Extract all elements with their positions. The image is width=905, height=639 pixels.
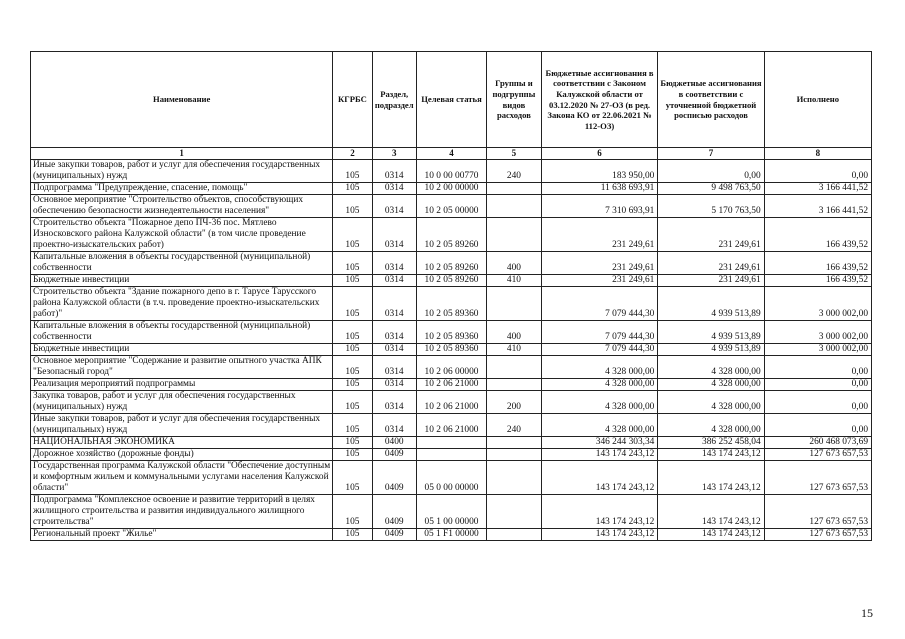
row-kgrbs: 105 (333, 379, 372, 391)
table-row (31, 195, 872, 218)
row-name: Закупка товаров, работ и услуг для обеспечения государственных (муниципальных) нужд (31, 391, 333, 414)
table-row (31, 287, 872, 321)
row-executed: 3 000 002,00 (764, 287, 871, 321)
header-name: Наименование (31, 52, 333, 148)
row-expense-group: 400 (487, 252, 542, 275)
row-target-article: 10 2 06 21000 (416, 414, 486, 437)
row-expense-group (487, 183, 542, 195)
row-section: 0314 (372, 218, 416, 252)
row-expense-group: 240 (487, 414, 542, 437)
row-target-article: 10 2 06 21000 (416, 379, 486, 391)
row-kgrbs: 105 (333, 183, 372, 195)
header-target: Целевая статья (416, 52, 486, 148)
row-refined-allocation: 4 939 513,89 (658, 344, 764, 356)
row-executed: 127 673 657,53 (764, 495, 871, 529)
row-expense-group (487, 379, 542, 391)
row-executed: 0,00 (764, 160, 871, 183)
table-row (31, 414, 872, 437)
row-law-allocation: 7 079 444,30 (541, 344, 658, 356)
row-expense-group (487, 529, 542, 541)
row-expense-group: 410 (487, 344, 542, 356)
row-kgrbs: 105 (333, 437, 372, 449)
table-row (31, 183, 872, 195)
row-executed: 3 166 441,52 (764, 183, 871, 195)
row-executed: 0,00 (764, 391, 871, 414)
column-number: 5 (487, 148, 542, 160)
row-name: Строительство объекта "Пожарное депо ПЧ-36 пос. Мятлево Износковского района Калужской области" (в том числе проведение проектно-изыскательских работ) (31, 218, 333, 252)
row-law-allocation: 143 174 243,12 (541, 529, 658, 541)
row-name: Подпрограмма "Комплексное освоение и развитие территорий в целях жилищного строительства и развития индивидуального жилищного строительства" (31, 495, 333, 529)
row-refined-allocation: 143 174 243,12 (658, 461, 764, 495)
row-kgrbs: 105 (333, 529, 372, 541)
row-name: Реализация мероприятий подпрограммы (31, 379, 333, 391)
row-refined-allocation: 4 939 513,89 (658, 321, 764, 344)
row-executed: 0,00 (764, 379, 871, 391)
row-refined-allocation: 231 249,61 (658, 275, 764, 287)
row-section: 0409 (372, 495, 416, 529)
row-refined-allocation: 0,00 (658, 160, 764, 183)
row-executed: 166 439,52 (764, 252, 871, 275)
table-row (31, 379, 872, 391)
header-refined-allocations: Бюджетные ассигнования в соответствии с уточненной бюджетной росписью расходов (658, 52, 764, 148)
row-name: Региональный проект "Жилье" (31, 529, 333, 541)
row-refined-allocation: 143 174 243,12 (658, 495, 764, 529)
row-refined-allocation: 9 498 763,50 (658, 183, 764, 195)
row-kgrbs: 105 (333, 218, 372, 252)
row-law-allocation: 4 328 000,00 (541, 414, 658, 437)
table-row (31, 344, 872, 356)
row-target-article: 10 2 05 89260 (416, 275, 486, 287)
row-section: 0314 (372, 391, 416, 414)
row-kgrbs: 105 (333, 275, 372, 287)
row-kgrbs: 105 (333, 461, 372, 495)
row-kgrbs: 105 (333, 414, 372, 437)
row-section: 0314 (372, 287, 416, 321)
row-expense-group (487, 287, 542, 321)
row-section: 0314 (372, 252, 416, 275)
column-number: 3 (372, 148, 416, 160)
header-executed: Исполнено (764, 52, 871, 148)
header-kgrbs: КГРБС (333, 52, 372, 148)
row-executed: 127 673 657,53 (764, 461, 871, 495)
table-row (31, 495, 872, 529)
row-expense-group: 400 (487, 321, 542, 344)
row-kgrbs: 105 (333, 356, 372, 379)
table-row (31, 218, 872, 252)
row-target-article: 10 2 05 89360 (416, 344, 486, 356)
row-name: Основное мероприятие "Строительство объектов, способствующих обеспечению безопасности жизнедеятельности населения" (31, 195, 333, 218)
table-row (31, 160, 872, 183)
row-law-allocation: 143 174 243,12 (541, 449, 658, 461)
row-expense-group (487, 449, 542, 461)
row-section: 0314 (372, 414, 416, 437)
row-law-allocation: 143 174 243,12 (541, 461, 658, 495)
table-row (31, 391, 872, 414)
table-row (31, 356, 872, 379)
table-header-row (31, 52, 872, 148)
row-kgrbs: 105 (333, 195, 372, 218)
row-law-allocation: 231 249,61 (541, 252, 658, 275)
row-target-article: 10 2 05 89260 (416, 252, 486, 275)
row-law-allocation: 231 249,61 (541, 218, 658, 252)
row-refined-allocation: 4 328 000,00 (658, 391, 764, 414)
row-target-article: 10 2 05 89360 (416, 321, 486, 344)
row-kgrbs: 105 (333, 495, 372, 529)
row-law-allocation: 231 249,61 (541, 275, 658, 287)
row-executed: 166 439,52 (764, 218, 871, 252)
table-row (31, 529, 872, 541)
header-section: Раздел, подраздел (372, 52, 416, 148)
row-section: 0314 (372, 195, 416, 218)
header-groups: Группы и подгруппы видов расходов (487, 52, 542, 148)
row-executed: 3 166 441,52 (764, 195, 871, 218)
row-section: 0409 (372, 449, 416, 461)
row-target-article: 10 2 05 00000 (416, 195, 486, 218)
row-expense-group: 240 (487, 160, 542, 183)
row-kgrbs: 105 (333, 252, 372, 275)
row-expense-group (487, 356, 542, 379)
row-expense-group (487, 218, 542, 252)
row-name: Строительство объекта "Здание пожарного депо в г. Тарусе Тарусского района Калужской области (в т.ч. проведение проектно-изыскательских работ)" (31, 287, 333, 321)
table-row (31, 321, 872, 344)
row-executed: 127 673 657,53 (764, 449, 871, 461)
row-name: Бюджетные инвестиции (31, 344, 333, 356)
column-number-row (31, 148, 872, 160)
row-section: 0409 (372, 461, 416, 495)
row-target-article: 10 2 05 89360 (416, 287, 486, 321)
row-target-article: 05 1 F1 00000 (416, 529, 486, 541)
row-refined-allocation: 4 939 513,89 (658, 287, 764, 321)
row-target-article: 10 2 06 00000 (416, 356, 486, 379)
row-executed: 260 468 073,69 (764, 437, 871, 449)
row-target-article: 05 1 00 00000 (416, 495, 486, 529)
row-law-allocation: 346 244 303,34 (541, 437, 658, 449)
row-law-allocation: 4 328 000,00 (541, 356, 658, 379)
row-kgrbs: 105 (333, 344, 372, 356)
row-expense-group (487, 437, 542, 449)
row-law-allocation: 4 328 000,00 (541, 391, 658, 414)
row-name: Иные закупки товаров, работ и услуг для обеспечения государственных (муниципальных) нужд (31, 414, 333, 437)
table-row (31, 252, 872, 275)
row-section: 0314 (372, 183, 416, 195)
table-row (31, 461, 872, 495)
budget-table (30, 51, 872, 541)
row-section: 0400 (372, 437, 416, 449)
row-refined-allocation: 386 252 458,04 (658, 437, 764, 449)
row-name: Капитальные вложения в объекты государственной (муниципальной) собственности (31, 321, 333, 344)
row-law-allocation: 7 079 444,30 (541, 321, 658, 344)
row-target-article (416, 437, 486, 449)
row-law-allocation: 4 328 000,00 (541, 379, 658, 391)
row-executed: 0,00 (764, 414, 871, 437)
header-law-allocations: Бюджетные ассигнования в соответствии с Законом Калужской области от 03.12.2020 № 27-ОЗ (в ред. Закона КО от 22.06.2021 № 112-ОЗ) (541, 52, 658, 148)
row-law-allocation: 7 079 444,30 (541, 287, 658, 321)
column-number: 4 (416, 148, 486, 160)
row-target-article (416, 449, 486, 461)
table-row (31, 275, 872, 287)
column-number: 6 (541, 148, 658, 160)
table-row (31, 437, 872, 449)
row-law-allocation: 7 310 693,91 (541, 195, 658, 218)
row-target-article: 10 2 05 89260 (416, 218, 486, 252)
row-target-article: 10 2 00 00000 (416, 183, 486, 195)
row-section: 0314 (372, 321, 416, 344)
row-refined-allocation: 231 249,61 (658, 218, 764, 252)
row-name: Капитальные вложения в объекты государственной (муниципальной) собственности (31, 252, 333, 275)
row-name: Основное мероприятие "Содержание и развитие опытного участка АПК "Безопасный город" (31, 356, 333, 379)
row-refined-allocation: 4 328 000,00 (658, 414, 764, 437)
column-number: 2 (333, 148, 372, 160)
row-expense-group: 200 (487, 391, 542, 414)
row-kgrbs: 105 (333, 160, 372, 183)
row-refined-allocation: 5 170 763,50 (658, 195, 764, 218)
row-refined-allocation: 4 328 000,00 (658, 356, 764, 379)
row-executed: 3 000 002,00 (764, 321, 871, 344)
row-name: Иные закупки товаров, работ и услуг для обеспечения государственных (муниципальных) нужд (31, 160, 333, 183)
row-kgrbs: 105 (333, 449, 372, 461)
row-kgrbs: 105 (333, 391, 372, 414)
row-refined-allocation: 4 328 000,00 (658, 379, 764, 391)
row-section: 0314 (372, 344, 416, 356)
row-section: 0314 (372, 356, 416, 379)
row-refined-allocation: 143 174 243,12 (658, 449, 764, 461)
row-section: 0314 (372, 160, 416, 183)
row-executed: 3 000 002,00 (764, 344, 871, 356)
column-number: 8 (764, 148, 871, 160)
row-section: 0409 (372, 529, 416, 541)
column-number: 1 (31, 148, 333, 160)
row-law-allocation: 183 950,00 (541, 160, 658, 183)
row-executed: 127 673 657,53 (764, 529, 871, 541)
row-name: Государственная программа Калужской области "Обеспечение доступным и комфортным жильем и коммунальными услугами населения Калужской области" (31, 461, 333, 495)
row-executed: 0,00 (764, 356, 871, 379)
row-law-allocation: 11 638 693,91 (541, 183, 658, 195)
table-row (31, 449, 872, 461)
row-name: Бюджетные инвестиции (31, 275, 333, 287)
row-kgrbs: 105 (333, 287, 372, 321)
row-kgrbs: 105 (333, 321, 372, 344)
row-target-article: 10 2 06 21000 (416, 391, 486, 414)
row-refined-allocation: 143 174 243,12 (658, 529, 764, 541)
row-expense-group: 410 (487, 275, 542, 287)
row-law-allocation: 143 174 243,12 (541, 495, 658, 529)
row-section: 0314 (372, 275, 416, 287)
row-section: 0314 (372, 379, 416, 391)
row-name: Подпрограмма "Предупреждение, спасение, помощь" (31, 183, 333, 195)
row-target-article: 05 0 00 00000 (416, 461, 486, 495)
page-number: 15 (861, 606, 873, 620)
row-executed: 166 439,52 (764, 275, 871, 287)
row-expense-group (487, 195, 542, 218)
column-number: 7 (658, 148, 764, 160)
row-target-article: 10 0 00 00770 (416, 160, 486, 183)
row-refined-allocation: 231 249,61 (658, 252, 764, 275)
row-name: Дорожное хозяйство (дорожные фонды) (31, 449, 333, 461)
row-name: НАЦИОНАЛЬНАЯ ЭКОНОМИКА (31, 437, 333, 449)
row-expense-group (487, 495, 542, 529)
row-expense-group (487, 461, 542, 495)
